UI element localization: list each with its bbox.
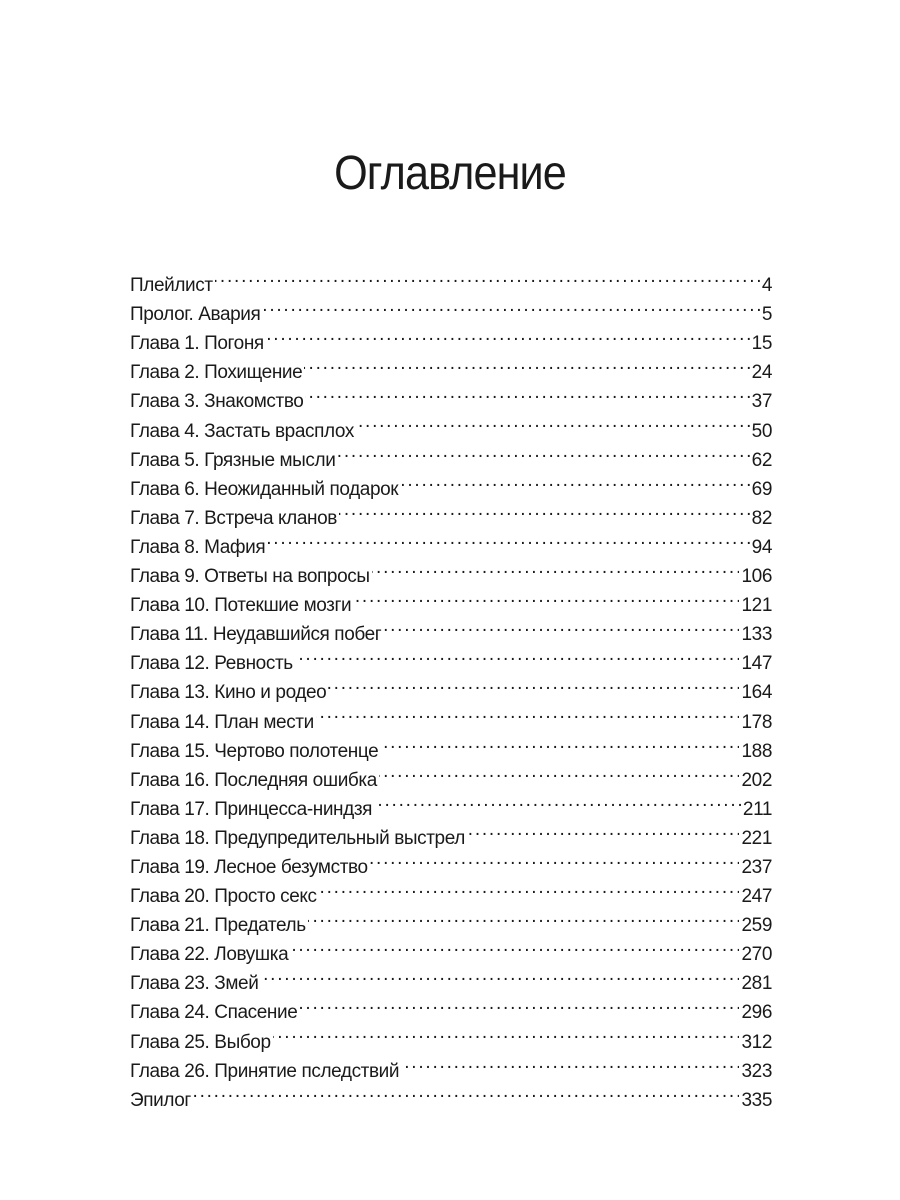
toc-entry xyxy=(130,291,772,326)
toc-leader-dots xyxy=(266,320,750,349)
toc-leader-dots xyxy=(374,786,741,815)
toc-entry-page-number: 147 xyxy=(741,653,772,675)
toc-entry-page-number: 247 xyxy=(741,886,772,908)
toc-leader-dots xyxy=(299,989,739,1018)
toc-leader-dots xyxy=(267,524,749,553)
toc-leader-dots xyxy=(372,553,740,582)
toc-entry-title: Эпилог xyxy=(130,1089,191,1111)
toc-entry-page-number: 121 xyxy=(741,595,772,617)
toc-entry-title: Глава 15. Чертово полотенце xyxy=(130,740,379,762)
toc-entry-page-number: 178 xyxy=(741,711,772,733)
toc-leader-dots xyxy=(380,728,739,757)
toc-entry-title: Глава 13. Кино и родео xyxy=(130,682,327,704)
toc-leader-dots xyxy=(339,495,750,524)
toc-entry-page-number: 211 xyxy=(742,798,772,820)
toc-entry-title: Глава 20. Просто секс xyxy=(130,886,317,908)
toc-entry-page-number: 4 xyxy=(761,275,772,297)
toc-entry-title: Глава 5. Грязные мысли xyxy=(130,449,336,471)
toc-entry-page-number: 335 xyxy=(741,1089,772,1111)
toc-entry-page-number: 221 xyxy=(741,827,772,849)
toc-entry-title: Глава 24. Спасение xyxy=(130,1002,298,1024)
toc-entry-title: Глава 16. Последняя ошибка xyxy=(130,769,377,791)
toc-leader-dots xyxy=(295,640,740,669)
toc-leader-dots xyxy=(379,757,740,786)
toc-entry-page-number: 15 xyxy=(751,333,772,355)
toc-entry-title: Глава 22. Ловушка xyxy=(130,944,289,966)
toc-leader-dots xyxy=(304,349,749,378)
toc-leader-dots xyxy=(262,291,759,320)
toc-entry-page-number: 106 xyxy=(741,566,772,588)
toc-entry-page-number: 312 xyxy=(741,1031,772,1053)
toc-entry-page-number: 133 xyxy=(741,624,772,646)
toc-entry-title: Глава 11. Неудавшийся побег xyxy=(130,624,382,646)
toc-entry-title: Глава 8. Мафия xyxy=(130,536,266,558)
toc-leader-dots xyxy=(290,931,739,960)
toc-leader-dots xyxy=(273,1018,740,1047)
toc-entry-title: Глава 1. Погоня xyxy=(130,333,264,355)
toc-leader-dots xyxy=(305,378,749,407)
toc-entry-page-number: 62 xyxy=(751,449,772,471)
toc-entry-title: Глава 23. Змей xyxy=(130,973,259,995)
toc-entry-title: Глава 19. Лесное безумство xyxy=(130,856,368,878)
toc-leader-dots xyxy=(308,902,740,931)
toc-entry-page-number: 188 xyxy=(741,740,772,762)
toc-leader-dots xyxy=(401,1048,739,1077)
toc-entry-page-number: 5 xyxy=(761,304,772,326)
toc-entry-title: Плейлист xyxy=(130,275,213,297)
toc-leader-dots xyxy=(400,466,749,495)
toc-leader-dots xyxy=(353,582,739,611)
toc-entry-page-number: 94 xyxy=(751,536,772,558)
toc-entry-title: Глава 9. Ответы на вопросы xyxy=(130,566,370,588)
toc-leader-dots xyxy=(316,698,740,727)
toc-leader-dots xyxy=(193,1077,740,1106)
page-title: Оглавление xyxy=(334,147,566,200)
toc-leader-dots xyxy=(319,873,740,902)
toc-entry-title: Глава 12. Ревность xyxy=(130,653,293,675)
toc-entry-page-number: 323 xyxy=(741,1060,772,1082)
toc-entry-title: Глава 10. Потекшие мозги xyxy=(130,595,352,617)
toc-entry-title: Глава 26. Принятие пследствий xyxy=(130,1060,400,1082)
toc-leader-dots xyxy=(260,960,739,989)
toc-entry-page-number: 296 xyxy=(741,1002,772,1024)
toc-leader-dots xyxy=(370,844,740,873)
toc-entry-page-number: 259 xyxy=(741,915,772,937)
toc-entry-title: Глава 7. Встреча кланов xyxy=(130,507,337,529)
toc-entry-page-number: 82 xyxy=(751,507,772,529)
toc-entry-page-number: 281 xyxy=(741,973,772,995)
toc-entry-title: Пролог. Авария xyxy=(130,304,261,326)
toc-entry-title: Глава 14. План мести xyxy=(130,711,314,733)
toc-entry-page-number: 69 xyxy=(751,478,772,500)
toc-entry-title: Глава 4. Застать врасплох xyxy=(130,420,354,442)
toc-entry-title: Глава 18. Предупредительный выстрел xyxy=(130,827,465,849)
table-of-contents xyxy=(130,262,772,1111)
toc-entry-page-number: 237 xyxy=(741,856,772,878)
toc-entry-title: Глава 21. Предатель xyxy=(130,915,306,937)
toc-entry-page-number: 270 xyxy=(741,944,772,966)
toc-leader-dots xyxy=(337,437,749,466)
toc-entry xyxy=(130,262,772,297)
toc-leader-dots xyxy=(467,815,740,844)
toc-entry xyxy=(130,1077,772,1111)
toc-entry-title: Глава 2. Похищение xyxy=(130,362,303,384)
toc-entry-page-number: 24 xyxy=(751,362,772,384)
toc-leader-dots xyxy=(356,407,750,436)
toc-entry-title: Глава 17. Принцесса-ниндзя xyxy=(130,798,373,820)
toc-entry-title: Глава 25. Выбор xyxy=(130,1031,271,1053)
toc-entry-title: Глава 3. Знакомство xyxy=(130,391,304,413)
toc-entry-title: Глава 6. Неожиданный подарок xyxy=(130,478,399,500)
toc-leader-dots xyxy=(215,262,760,291)
toc-entry-page-number: 164 xyxy=(741,682,772,704)
toc-entry-page-number: 202 xyxy=(741,769,772,791)
toc-leader-dots xyxy=(383,611,739,640)
toc-entry-page-number: 50 xyxy=(751,420,772,442)
toc-entry-page-number: 37 xyxy=(751,391,772,413)
toc-leader-dots xyxy=(328,669,739,698)
